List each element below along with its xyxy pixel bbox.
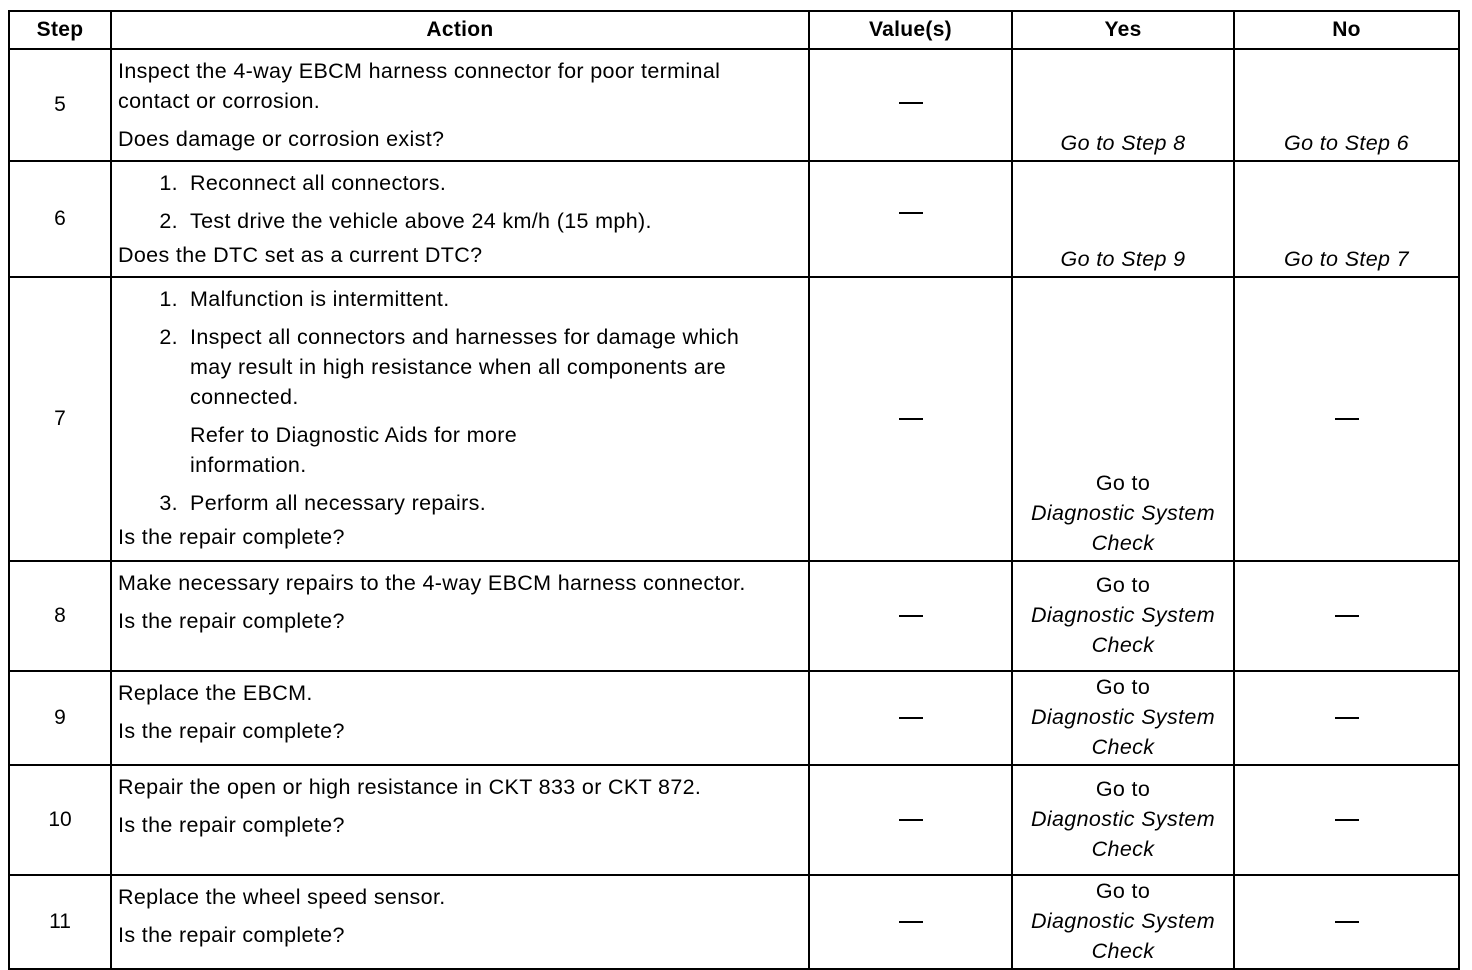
no-cell <box>1234 561 1459 671</box>
yes-cell <box>1012 277 1234 561</box>
value-cell <box>809 671 1012 765</box>
no-dash <box>1335 615 1359 617</box>
diagnostic-system-check-link[interactable]: Diagnostic System Check <box>1031 909 1215 963</box>
action-cell <box>111 875 809 969</box>
diagnostic-system-check-link[interactable]: Diagnostic System Check <box>1031 603 1215 657</box>
action-question: Is the repair complete? <box>118 719 345 743</box>
action-cell <box>111 765 809 875</box>
no-cell: Go to Step 7 <box>1234 161 1459 277</box>
yes-prefix: Go to <box>1095 777 1151 801</box>
diagnostic-system-check-link[interactable]: Diagnostic System Check <box>1031 807 1215 861</box>
action-cell <box>111 561 809 671</box>
no-cell <box>1234 277 1459 561</box>
step-number: 7 <box>9 277 111 561</box>
action-question: Is the repair complete? <box>118 609 345 633</box>
yes-prefix: Go to <box>1095 573 1151 597</box>
no-cell <box>1234 671 1459 765</box>
no-cell <box>1234 875 1459 969</box>
list-item: 1. Malfunction is intermittent. <box>159 287 450 311</box>
no-dash <box>1335 717 1359 719</box>
value-cell <box>809 561 1012 671</box>
yes-cell: Go to Step 9 <box>1012 161 1234 277</box>
value-cell <box>809 161 1012 277</box>
value-cell <box>809 277 1012 561</box>
value-dash <box>899 212 923 214</box>
action-text: Replace the wheel speed sensor. <box>118 885 446 909</box>
list-item: 2. Test drive the vehicle above 24 km/h (15 mph). <box>159 209 652 233</box>
diagnostic-system-check-link[interactable]: Diagnostic System Check <box>1031 501 1215 555</box>
action-text: Repair the open or high resistance in CKT 833 or CKT 872. <box>118 775 702 799</box>
table-row <box>9 161 1459 277</box>
action-cell <box>111 161 809 277</box>
yes-cell <box>1012 765 1234 875</box>
value-cell <box>809 765 1012 875</box>
value-cell <box>809 49 1012 161</box>
value-dash <box>899 717 923 719</box>
header-no: No <box>1234 11 1459 49</box>
diagnostic-table <box>8 10 1460 970</box>
table-row <box>9 49 1459 161</box>
step-number: 6 <box>9 161 111 277</box>
value-dash <box>899 418 923 420</box>
value-cell <box>809 875 1012 969</box>
yes-cell <box>1012 875 1234 969</box>
list-item: 1. Reconnect all connectors. <box>159 171 447 195</box>
header-action: Action <box>111 11 809 49</box>
value-dash <box>899 819 923 821</box>
list-item: 2. Inspect all connectors and harnesses for damage which may result in high resistance when all components are connected. <box>159 325 740 409</box>
yes-prefix: Go to <box>1095 675 1151 699</box>
list-item: 3. Perform all necessary repairs. <box>159 491 487 515</box>
action-question: Is the repair complete? <box>118 813 345 837</box>
diagnostic-system-check-link[interactable]: Diagnostic System Check <box>1031 705 1215 759</box>
step-number: 5 <box>9 49 111 161</box>
step-number: 11 <box>9 875 111 969</box>
action-question: Is the repair complete? <box>118 923 345 947</box>
table-row <box>9 561 1459 671</box>
table-row <box>9 671 1459 765</box>
value-dash <box>899 102 923 104</box>
table-row <box>9 875 1459 969</box>
value-dash <box>899 615 923 617</box>
table-row <box>9 765 1459 875</box>
action-text: Replace the EBCM. <box>118 681 313 705</box>
yes-prefix: Go to <box>1095 879 1151 903</box>
yes-cell <box>1012 561 1234 671</box>
action-question: Does damage or corrosion exist? <box>118 127 445 151</box>
action-text: Inspect the 4-way EBCM harness connector for poor terminal contact or corrosion. <box>118 59 721 113</box>
step-number: 8 <box>9 561 111 671</box>
header-yes: Yes <box>1012 11 1234 49</box>
no-cell: Go to Step 6 <box>1234 49 1459 161</box>
no-dash <box>1335 819 1359 821</box>
value-dash <box>899 921 923 923</box>
table-row <box>9 277 1459 561</box>
action-cell <box>111 277 809 561</box>
header-row <box>9 11 1459 49</box>
action-cell <box>111 671 809 765</box>
step-number: 10 <box>9 765 111 875</box>
yes-cell <box>1012 671 1234 765</box>
no-dash <box>1335 418 1359 420</box>
action-cell <box>111 49 809 161</box>
no-dash <box>1335 921 1359 923</box>
action-question: Is the repair complete? <box>118 525 345 549</box>
no-cell <box>1234 765 1459 875</box>
yes-cell: Go to Step 8 <box>1012 49 1234 161</box>
header-values: Value(s) <box>809 11 1012 49</box>
action-note: Refer to Diagnostic Aids for more information. <box>190 423 518 477</box>
header-step: Step <box>9 11 111 49</box>
step-number: 9 <box>9 671 111 765</box>
action-question: Does the DTC set as a current DTC? <box>118 243 483 267</box>
yes-prefix: Go to <box>1095 471 1151 495</box>
action-text: Make necessary repairs to the 4-way EBCM harness connector. <box>118 571 746 595</box>
